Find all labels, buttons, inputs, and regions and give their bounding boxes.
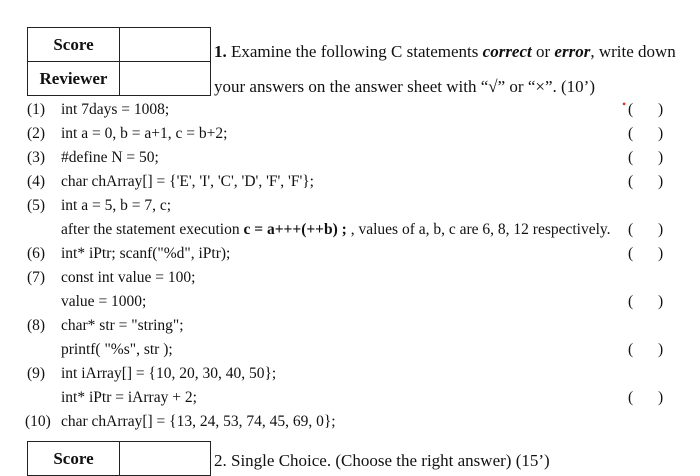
line-text: int a = 0, b = a+1, c = b+2; — [61, 125, 228, 142]
reviewer-cell[interactable] — [120, 62, 211, 96]
answer-parens[interactable] — [628, 389, 668, 407]
question-title — [214, 34, 694, 104]
line-number: (8) — [27, 317, 46, 334]
answer-parens[interactable] — [628, 173, 668, 191]
line-text: value = 1000; — [61, 293, 147, 310]
line-number: (2) — [27, 125, 46, 142]
next-question-title: 2. Single Choice. (Choose the right answer) (15’) — [214, 451, 550, 470]
line-text: const int value = 100; — [61, 269, 196, 286]
answer-parens[interactable] — [628, 149, 668, 167]
next-score-table — [27, 441, 211, 476]
line-number: (7) — [27, 269, 46, 286]
line-text — [61, 221, 611, 239]
line-text: char chArray[] = {'E', 'I', 'C', 'D', 'F', 'F'}; — [61, 173, 314, 190]
or-word: or — [531, 42, 555, 61]
line-text: int 7days = 1008; — [61, 101, 170, 118]
next-score-label: Score — [28, 442, 120, 476]
reviewer-label: Reviewer — [28, 62, 120, 96]
answer-parens[interactable] — [628, 245, 668, 263]
question-number: 1. — [214, 42, 227, 61]
paren-open: ( — [628, 125, 634, 142]
paren-close: ) — [658, 173, 664, 190]
score-label: Score — [28, 28, 120, 62]
score-table — [27, 27, 211, 96]
line-number: (5) — [27, 197, 46, 214]
error-word: error — [554, 42, 591, 61]
answer-parens[interactable] — [622, 97, 668, 119]
line-number: (1) — [27, 101, 46, 118]
text-post: , values of a, b, c are 6, 8, 12 respectively. — [346, 221, 611, 238]
line-text: #define N = 50; — [61, 149, 159, 166]
line-number: (6) — [27, 245, 46, 262]
line-number: (3) — [27, 149, 46, 166]
paren-close: ) — [658, 293, 664, 310]
line-number: (9) — [27, 365, 46, 382]
answer-parens[interactable] — [628, 341, 668, 359]
question-text-b: , write down your answers on the answer sheet with “√” or “×”. (10’) — [214, 42, 676, 96]
correct-word: correct — [482, 42, 532, 61]
answer-parens[interactable] — [628, 293, 668, 311]
line-text: printf( "%s", str ); — [61, 341, 173, 358]
paren-close: ) — [658, 221, 664, 238]
paren-open: ( — [628, 149, 634, 166]
paren-open: ( — [628, 389, 634, 406]
text-bold: c = a+++(++b) ; — [243, 221, 347, 238]
paren-close: ) — [658, 341, 664, 358]
paren-open: ( — [628, 245, 634, 262]
paren-close: ) — [658, 149, 664, 166]
paren-close: ) — [658, 245, 664, 262]
line-number: (4) — [27, 173, 46, 190]
next-score-cell[interactable] — [120, 442, 211, 476]
line-number: (10) — [25, 413, 51, 430]
score-cell[interactable] — [120, 28, 211, 62]
text-pre: after the statement execution — [61, 221, 244, 238]
paren-open: ( — [628, 293, 634, 310]
red-dot-icon: • — [622, 97, 627, 111]
line-text: char chArray[] = {13, 24, 53, 74, 45, 69, 0}; — [61, 413, 336, 430]
line-text: char* str = "string"; — [61, 317, 184, 334]
paren-close: ) — [658, 101, 664, 118]
answer-parens[interactable] — [628, 221, 668, 239]
paren-open: ( — [628, 173, 634, 190]
question-text-a: Examine the following C statements — [226, 42, 483, 61]
paren-close: ) — [658, 389, 664, 406]
line-text: int a = 5, b = 7, c; — [61, 197, 172, 214]
line-text: int* iPtr; scanf("%d", iPtr); — [61, 245, 231, 262]
paren-open: ( — [628, 101, 634, 118]
paren-close: ) — [658, 125, 664, 142]
paren-open: ( — [628, 341, 634, 358]
line-text: int* iPtr = iArray + 2; — [61, 389, 197, 406]
line-text: int iArray[] = {10, 20, 30, 40, 50}; — [61, 365, 277, 382]
paren-open: ( — [628, 221, 634, 238]
answer-parens[interactable] — [628, 125, 668, 143]
